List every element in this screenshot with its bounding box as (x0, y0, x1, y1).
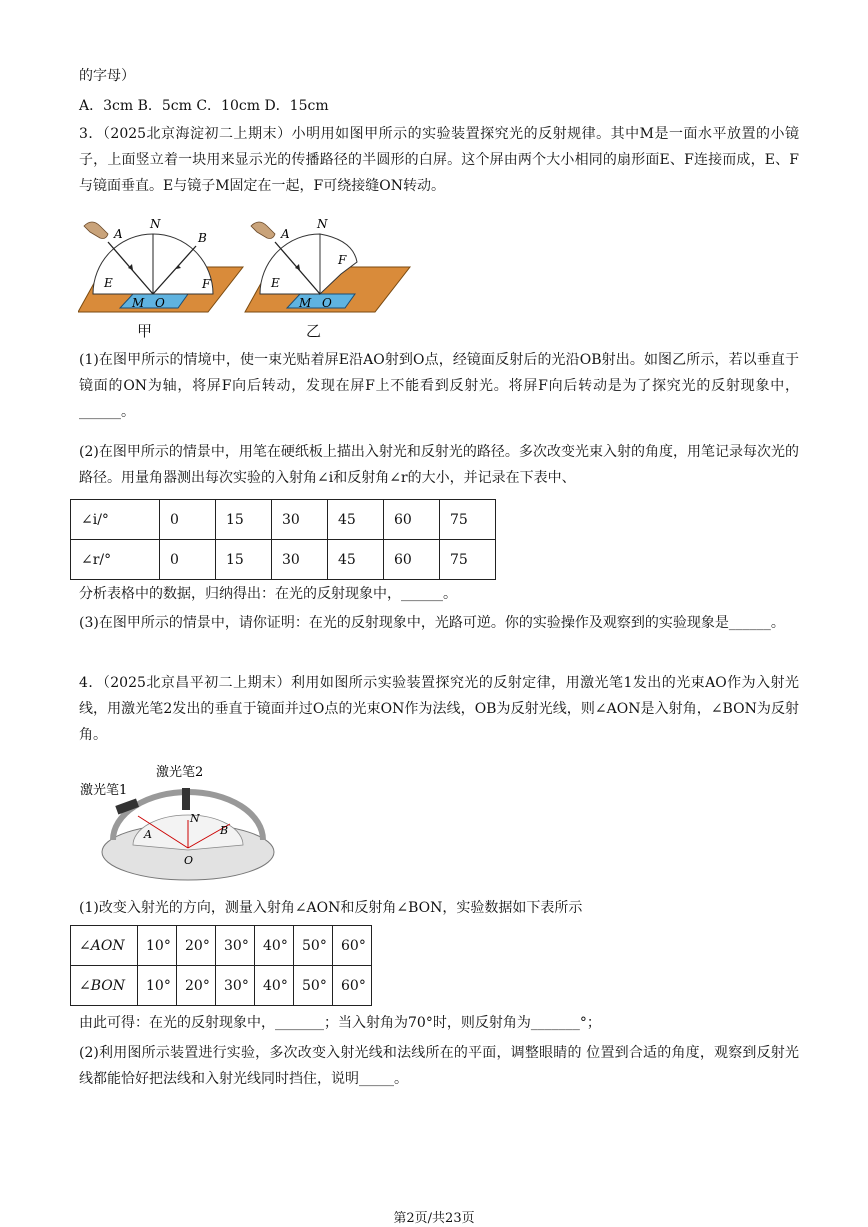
label-a: A (144, 828, 152, 841)
table-row (71, 540, 496, 580)
table-cell: 50° (294, 966, 333, 1006)
table-cell: 15 (216, 500, 272, 540)
table-cell: 30 (272, 500, 328, 540)
question-3-part-2: (2)在图甲所示的情景中，用笔在硬纸板上描出入射光和反射光的路径。多次改变光束入射的角度，用笔记录每次光的路径。用量角器测出每次实验的入射角∠i和反射角∠r的大小，并记录在下表中、 (79, 444, 799, 486)
figure-caption-yi: 乙 (306, 322, 322, 340)
label-o: O (155, 296, 165, 310)
table-row (71, 966, 372, 1006)
table-cell: 30° (216, 926, 255, 966)
question-4-conclusion: 由此可得：在光的反射现象中，_______；当入射角为70°时，则反射角为_______°； (79, 1015, 601, 1031)
question-4-part-1: (1)改变入射光的方向，测量入射角∠AON和反射角∠BON，实验数据如下表所示 (79, 900, 583, 916)
label-n: N (317, 217, 328, 231)
figure-reflection-setup (78, 212, 418, 340)
label-o: O (322, 296, 332, 310)
question-4-intro: 4．（2025北京昌平初二上期末）利用如图所示实验装置探究光的反射定律，用激光笔1发出的光束AO作为入射光线，用激光笔2发出的垂直于镜面并过O点的光束ON作为法线，OB为反射光线，则∠AON是入射角，∠BON为反射角。 (79, 675, 799, 743)
label-b: B (220, 824, 229, 837)
label-m: M (132, 296, 145, 310)
table-angles-ir (70, 499, 496, 580)
answer-options: A．3cm B．5cm C．10cm D．15cm (79, 98, 329, 114)
table-cell: 40° (255, 926, 294, 966)
label-n: N (150, 217, 161, 231)
table-row (71, 926, 372, 966)
table-row-head: ∠r/° (71, 540, 160, 580)
label-laser-pen-2: 激光笔2 (156, 765, 204, 780)
question-4-part-2: (2)利用图所示装置进行实验，多次改变入射光线和法线所在的平面，调整眼睛的 位置到合适的角度，观察到反射光线都能恰好把法线和入射光线同时挡住，说明_____。 (79, 1045, 799, 1087)
table-row-head: ∠i/° (71, 500, 160, 540)
table-cell: 60 (384, 500, 440, 540)
question-3-part-3: (3)在图甲所示的情景中，请你证明：在光的反射现象中，光路可逆。你的实验操作及观察到的实验现象是______。 (79, 615, 785, 631)
table-cell: 20° (177, 926, 216, 966)
table-cell: 60° (333, 926, 372, 966)
table-cell: 60° (333, 966, 372, 1006)
label-f: F (202, 277, 211, 291)
page-number: 第2页/共23页 (393, 1211, 475, 1226)
table-cell: 0 (160, 500, 216, 540)
question-3-part-1: (1)在图甲所示的情境中，使一束光贴着屏E沿AO射到O点，经镜面反射后的光沿OB射出。如图乙所示，若以垂直于镜面的ON为轴，将屏F向后转动，发现在屏F上不能看到反射光。将屏F向后转动是为了探究光的反射现象中，______。 (79, 352, 799, 420)
question-3-intro: 3．（2025北京海淀初二上期末）小明用如图甲所示的实验装置探究光的反射规律。其中M是一面水平放置的小镜子，上面竖立着一块用来显示光的传播路径的半圆形的白屏。这个屏由两个大小相同的扇形面E、F连接而成，E、F与镜面垂直。E与镜子M固定在一起，F可绕接缝ON转动。 (79, 126, 799, 194)
table-cell: 60 (384, 540, 440, 580)
label-f: F (338, 253, 347, 267)
label-b: B (198, 231, 207, 245)
table-cell: 45 (328, 540, 384, 580)
table-cell: 45 (328, 500, 384, 540)
label-e: E (104, 276, 113, 290)
table-cell: 0 (160, 540, 216, 580)
figure-jia (78, 217, 243, 312)
label-n: N (190, 812, 200, 825)
table-row (71, 500, 496, 540)
figure-laser-apparatus (78, 760, 278, 885)
figure-caption-jia: 甲 (137, 322, 153, 340)
label-o: O (184, 854, 194, 867)
label-m: M (299, 296, 312, 310)
table-cell: 40° (255, 966, 294, 1006)
table-row-head: ∠AON (71, 926, 138, 966)
table-angles-aon-bon (70, 925, 372, 1006)
table-row-head: ∠BON (71, 966, 138, 1006)
table-cell: 75 (440, 500, 496, 540)
label-laser-pen-1: 激光笔1 (80, 783, 128, 798)
table-cell: 10° (138, 966, 177, 1006)
label-e: E (271, 276, 280, 290)
text-line: 的字母） (79, 68, 135, 84)
table-cell: 20° (177, 966, 216, 1006)
question-3-conclusion: 分析表格中的数据，归纳得出：在光的反射现象中，______。 (79, 586, 457, 602)
label-a: A (114, 227, 123, 241)
table-cell: 75 (440, 540, 496, 580)
table-cell: 30° (216, 966, 255, 1006)
table-cell: 50° (294, 926, 333, 966)
label-a: A (281, 227, 290, 241)
table-cell: 10° (138, 926, 177, 966)
figure-yi (245, 217, 410, 312)
table-cell: 15 (216, 540, 272, 580)
table-cell: 30 (272, 540, 328, 580)
